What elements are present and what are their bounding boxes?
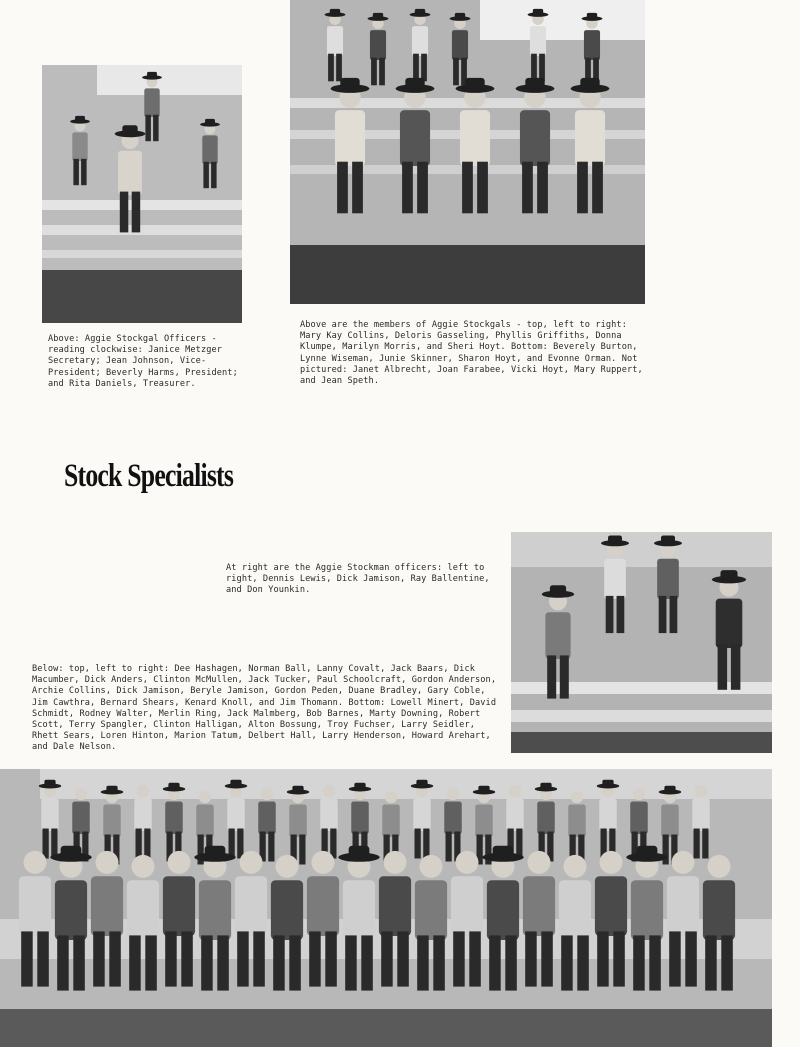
stockgal-members-photo-image [290, 0, 645, 304]
stockman-officers-photo [511, 532, 772, 753]
stockgal-officers-photo [42, 65, 242, 323]
stockgal-members-photo [290, 0, 645, 304]
stockman-officers-photo-image [511, 532, 772, 753]
stockgal-officers-caption: Above: Aggie Stockgal Officers - reading clockwise: Janice Metzger Secretary; Jean Johnson, Vice-President; Beverly Harms, President; and Rita Daniels, Treasurer. [48, 334, 238, 389]
stockman-members-photo-image [0, 769, 772, 1047]
page-title: Stock Specialists [64, 458, 234, 494]
stockman-members-photo [0, 769, 772, 1047]
stockman-members-caption: Below: top, left to right: Dee Hashagen, Norman Ball, Lanny Covalt, Jack Baars, Dick Macumber, Dick Anders, Clinton McMullen, Jack Tucker, Paul Schoolcraft, Gordon Anderson, Archie Collins, Dick Jamison, Beryle Jamison, Gordon Peden, Duane Bradley, Gary Coble, Jim Cawthra, Bernard Shears, Kenard Knoll, and Jim Thomann. Bottom: Lowell Minert, David Schmidt, Rodney Walter, Merlin Ring, Jack Malmberg, Bob Barnes, Marty Downing, Robert Scott, Terry Spangler, Clinton Halligan, Alton Bossung, Troy Fuchser, Larry Seidler, Rhett Sears, Loren Hinton, Marion Tatum, Delbert Hall, Larry Henderson, Howard Arehart, and Dale Nelson. [32, 664, 497, 753]
stockman-officers-caption: At right are the Aggie Stockman officers: left to right, Dennis Lewis, Dick Jamison, Ray Ballentine, and Don Younkin. [226, 563, 490, 596]
stockgal-members-caption: Above are the members of Aggie Stockgals - top, left to right: Mary Kay Collins, Deloris Gasseling, Phyllis Griffiths, Donna Klumpe, Marilyn Morris, and Sheri Hoyt. Bottom: Beverely Burton, Lynne Wiseman, Junie Skinner, Sharon Hoyt, and Evonne Orman. Not pictured: Janet Albrecht, Joan Farabee, Vicki Hoyt, Mary Ruppert, and Jean Speth. [300, 320, 643, 387]
stockgal-officers-photo-image [42, 65, 242, 323]
